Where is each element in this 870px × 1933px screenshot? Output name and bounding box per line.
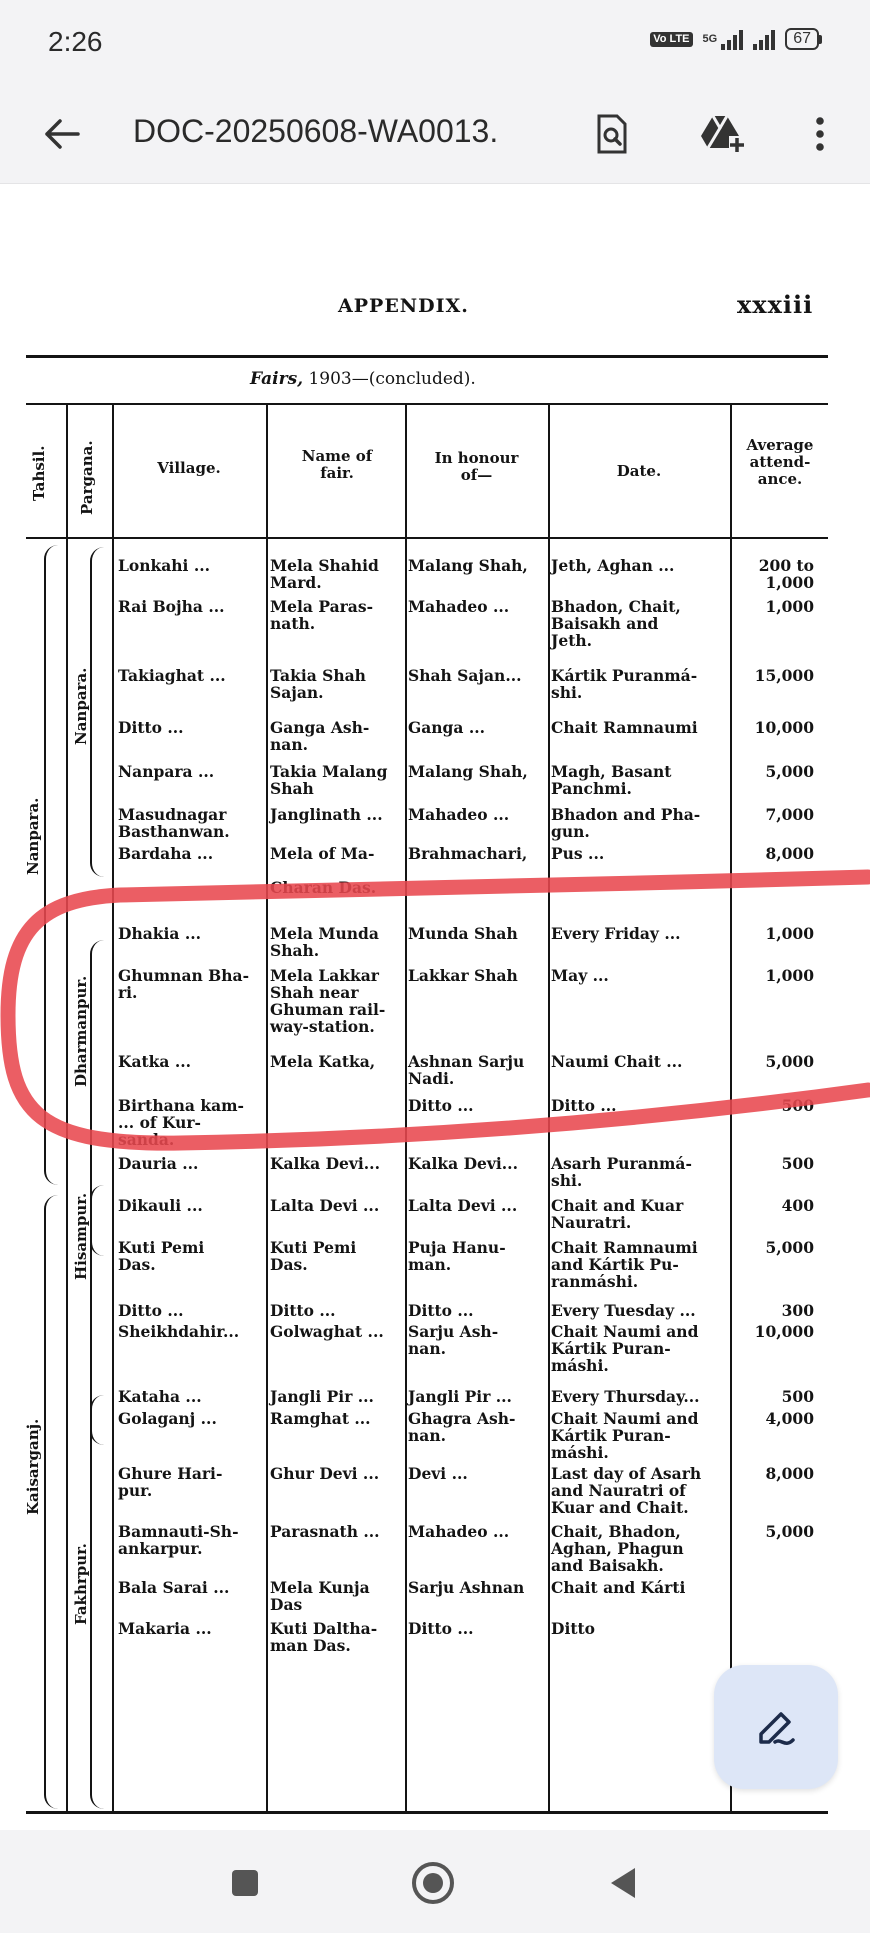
table-caption [250,369,650,389]
tahsil-label: Nanpara. [24,797,42,875]
cell-honour: Munda Shah [408,924,518,943]
cell-village: Birthana kam- ... of Kur- sanda. [118,1096,244,1149]
more-vert-icon[interactable] [794,108,846,160]
cell-date: Every Tuesday ... [551,1301,696,1320]
cell-date: Every Thursday... [551,1387,700,1406]
status-bar [0,0,870,84]
pargana-label: Fakhrpur. [72,1543,90,1625]
cell-village: Ghure Hari- pur. [118,1464,223,1500]
cell-honour: Devi ... [408,1464,468,1483]
cell-attendance: 300 [781,1301,814,1320]
cell-honour: Ganga ... [408,718,486,737]
rule-caption [26,403,828,405]
cell-village: Dhakia ... [118,924,202,943]
back-arrow-icon[interactable] [36,108,88,160]
add-to-drive-icon[interactable] [696,108,748,160]
cell-date: Chait Ramnaumi and Kártik Pu- ranmáshi. [551,1238,698,1291]
header-honour: In honour of— [434,449,519,484]
cell-fair: Mela Munda Shah. [270,924,379,960]
signal-strength-icon-2 [753,28,775,50]
header-date: Date. [616,462,662,480]
cell-honour: Mahadeo ... [408,805,510,824]
cell-date: Ditto ... [551,1096,617,1115]
cell-date: Chait Naumi and Kártik Puran- máshi. [551,1322,699,1375]
cell-fair: Jangli Pir ... [270,1387,374,1406]
cell-honour: Puja Hanu- man. [408,1238,506,1274]
cell-fair: Kalka Devi... [270,1154,380,1173]
battery-level: 67 [785,28,819,50]
rule-top [26,355,828,358]
cell-date: Bhadon, Chait, Baisakh and Jeth. [551,597,681,650]
tahsil-label: Kaisarganj. [24,1418,42,1515]
volte-icon: Vo LTE [650,32,692,47]
header-attendance: Average attend- ance. [746,436,814,488]
pargana-brace [90,547,104,877]
cell-honour: Lakkar Shah [408,966,518,985]
cell-date: Chait Ramnaumi [551,718,698,737]
tahsil-brace [44,545,58,1185]
cell-village: Sheikhdahir... [118,1322,240,1341]
cell-village: Takiaghat ... [118,666,226,685]
signal-strength-icon [721,28,743,50]
cell-honour: Sarju Ash- nan. [408,1322,499,1358]
cell-fair: Mela Lakkar Shah near Ghuman rail- way-station. [270,966,386,1036]
network-type-label: 5G [702,32,718,45]
cell-attendance: 400 [781,1196,814,1215]
cell-fair: Parasnath ... [270,1522,380,1541]
app-bar [0,84,870,184]
battery-icon [785,28,822,50]
cell-fair: Mela Paras- nath. [270,597,373,633]
cell-village: Bamnauti-Sh- ankarpur. [118,1522,239,1558]
cell-village: Ghumnan Bha- ri. [118,966,250,1002]
document-viewer[interactable] [0,185,870,1830]
cell-attendance: 500 [781,1154,814,1173]
cell-village: Ditto ... [118,1301,184,1320]
cell-attendance: 1,000 [765,597,814,616]
cell-village: Bala Sarai ... [118,1578,230,1597]
rule-header [26,537,828,539]
cell-fair: Ditto ... [270,1301,336,1320]
cell-fair: Kuti Pemi Das. [270,1238,357,1274]
cell-fair: Mela Shahid Mard. [270,556,379,592]
cell-honour: Ditto ... [408,1619,474,1638]
cell-fair: Mela of Ma- Charan Das. [270,844,377,897]
cell-date: May ... [551,966,609,985]
cell-attendance: 5,000 [765,1522,814,1541]
cell-fair: Mela Kunja Das [270,1578,370,1614]
cell-fair: Takia Shah Sajan. [270,666,366,702]
scanned-page [0,185,870,1830]
system-nav-bar [0,1830,870,1933]
recents-square-icon[interactable] [222,1860,268,1906]
cell-date: Ditto [551,1619,595,1638]
cell-date: Bhadon and Pha- gun. [551,805,701,841]
header-tahsil: Tahsil. [30,445,48,501]
cell-fair: Janglinath ... [270,805,383,824]
cell-honour: Lalta Devi ... [408,1196,518,1215]
cell-attendance: 8,000 [765,1464,814,1483]
search-document-icon[interactable] [586,108,638,160]
cell-honour: Kalka Devi... [408,1154,518,1173]
cell-fair: Ramghat ... [270,1409,371,1428]
cell-village: Bardaha ... [118,844,214,863]
cell-village: Ditto ... [118,718,184,737]
cell-fair: Mela Katka, [270,1052,376,1071]
cell-fair: Ghur Devi ... [270,1464,380,1483]
pargana-label: Nanpara. [72,667,90,745]
cell-date: Asarh Puranmá- shi. [551,1154,692,1190]
edit-pen-icon[interactable] [714,1665,838,1789]
cell-village: Makaria ... [118,1619,212,1638]
cell-honour: Ashnan Sarju Nadi. [408,1052,525,1088]
cell-honour: Ditto ... [408,1301,474,1320]
col-sep [548,403,550,1811]
tahsil-brace [44,1195,58,1809]
cell-village: Dauria ... [118,1154,199,1173]
col-sep [405,403,407,1811]
cell-attendance: 5,000 [765,1052,814,1071]
cell-village: Lonkahi ... [118,556,211,575]
cell-fair: Kuti Daltha- man Das. [270,1619,378,1655]
cell-attendance: 5,000 [765,762,814,781]
cell-village: Kuti Pemi Das. [118,1238,205,1274]
cell-fair: Takia Malang Shah [270,762,388,798]
status-time: 2:26 [48,26,103,57]
cell-fair: Lalta Devi ... [270,1196,380,1215]
cell-attendance: 1,000 [765,924,814,943]
col-sep [266,403,268,1811]
col-sep [66,403,68,1811]
cell-attendance: 15,000 [754,666,814,685]
document-title: DOC-20250608-WA0013. [133,113,499,149]
cell-attendance: 1,000 [765,966,814,985]
cell-village: Nanpara ... [118,762,215,781]
cell-date: Magh, Basant Panchmi. [551,762,672,798]
cell-honour: Jangli Pir ... [408,1387,512,1406]
cell-fair: Ganga Ash- nan. [270,718,370,754]
cell-date: Pus ... [551,844,605,863]
cell-honour: Ghagra Ash- nan. [408,1409,516,1445]
caption-italic: Fairs, [250,369,304,389]
cell-attendance: 500 [781,1096,814,1115]
cell-date: Chait, Bhadon, Aghan, Phagun and Baisakh. [551,1522,684,1575]
header-fair: Name of fair. [301,447,373,482]
back-triangle-icon[interactable] [600,1860,646,1906]
cell-attendance: 4,000 [765,1409,814,1428]
cell-fair: Golwaghat ... [270,1322,384,1341]
cell-honour: Malang Shah, [408,556,528,575]
cell-date: Every Friday ... [551,924,681,943]
pargana-brace [90,1395,104,1809]
cell-honour: Brahmachari, [408,844,528,863]
cell-date: Chait and Kárti [551,1578,686,1597]
cell-village: Katka ... [118,1052,192,1071]
home-circle-icon[interactable] [410,1860,456,1906]
cell-date: Kártik Puranmá- shi. [551,666,698,702]
cell-attendance: 5,000 [765,1238,814,1257]
cell-honour: Ditto ... [408,1096,474,1115]
cell-honour: Sarju Ashnan [408,1578,525,1597]
header-pargana: Pargana. [78,440,96,515]
rule-bottom [26,1811,828,1814]
cell-date: Naumi Chait ... [551,1052,683,1071]
cell-village: Rai Bojha ... [118,597,225,616]
cell-village: Masudnagar Basthanwan. [118,805,230,841]
cell-attendance: 8,000 [765,844,814,863]
cell-date: Chait Naumi and Kártik Puran- máshi. [551,1409,699,1462]
page-number: xxxiii [737,290,814,319]
col-sep [112,403,114,1811]
caption-text: 1903—(concluded). [303,369,476,389]
cell-honour: Shah Sajan... [408,666,522,685]
cell-attendance: 10,000 [754,1322,814,1341]
cell-date: Last day of Asarh and Nauratri of Kuar and Chait. [551,1464,702,1517]
cell-attendance: 200 to 1,000 [758,556,814,592]
appendix-heading: APPENDIX. [338,295,469,317]
header-village: Village. [157,459,221,477]
cell-village: Kataha ... [118,1387,202,1406]
status-icons [650,28,822,50]
cell-attendance: 500 [781,1387,814,1406]
cell-date: Chait and Kuar Nauratri. [551,1196,684,1232]
cell-village: Golaganj ... [118,1409,217,1428]
cell-date: Jeth, Aghan ... [551,556,675,575]
cell-village: Dikauli ... [118,1196,203,1215]
cell-attendance: 10,000 [754,718,814,737]
pargana-label: Dharmanpur. [72,975,90,1087]
pargana-label: Hisampur. [72,1192,90,1280]
cell-honour: Malang Shah, [408,762,528,781]
cell-honour: Mahadeo ... [408,597,510,616]
cell-honour: Mahadeo ... [408,1522,510,1541]
cell-attendance: 7,000 [765,805,814,824]
